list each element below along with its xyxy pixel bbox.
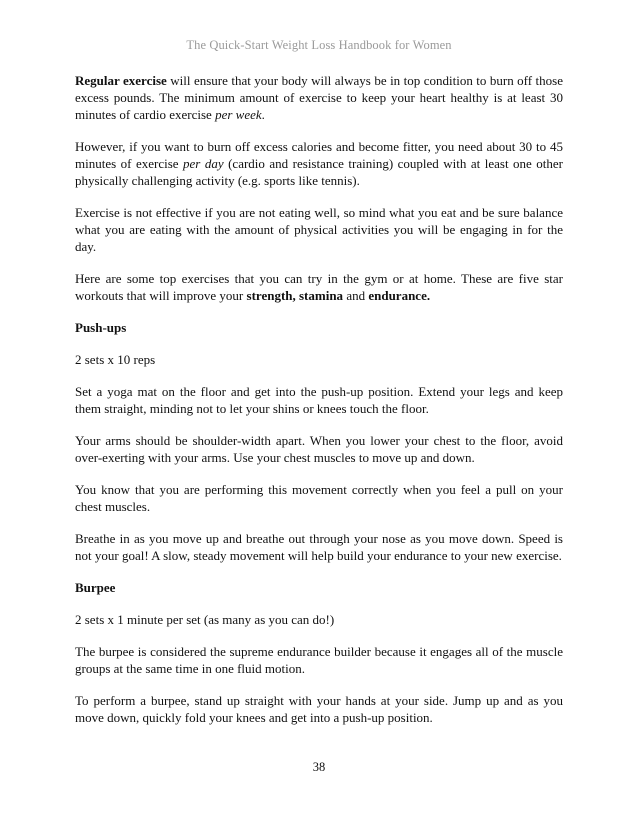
paragraph-pull-chest: You know that you are performing this movement correctly when you feel a pull on your chest muscles. (75, 482, 563, 514)
page-number: 38 (312, 760, 326, 774)
burpee-sets: 2 sets x 1 minute per set (as many as you can do!) (75, 612, 335, 627)
paragraph-burpee-endurance: The burpee is considered the supreme endurance builder because it engages all of the muscle groups at the same time in one fluid motion. (75, 644, 563, 676)
paragraph-breathe: Breathe in as you move up and breathe out through your nose as you move down. Speed is not your goal! A slow, steady movement will help build your endurance to your new exercise. (75, 531, 563, 563)
paragraph-arms-width: Your arms should be shoulder-width apart. When you lower your chest to the floor, avoid over-exerting with your arms. Use your chest muscles to move up and down. (75, 433, 563, 465)
paragraph-text: (cardio and resistance training) coupled with at least one other physically challenging activity (e.g. sports like tennis). (75, 156, 564, 188)
paragraph-text: Here are some top exercises that you can try in the gym or at home. These are five star workouts that will improve your (75, 271, 563, 303)
italic-per-week: per week (215, 107, 262, 122)
paragraph-regular-exercise (75, 72, 563, 123)
pushups-sets: 2 sets x 10 reps (75, 352, 156, 367)
paragraph-text: will ensure that your body will always be in top condition to burn off those excess pounds. The minimum amount of exercise to keep your heart healthy is at least 30 minutes of cardio exercise (75, 73, 564, 122)
bold-endurance: endurance. (368, 288, 431, 303)
section-heading-pushups: Push-ups (75, 320, 127, 335)
paragraph-eating-well: Exercise is not effective if you are not eating well, so mind what you eat and be sure balance what you are eating with the amount of physical activities you will be engaging in for the day. (75, 205, 563, 254)
body-text (75, 72, 563, 741)
bold-term-regular-exercise: Regular exercise (75, 73, 167, 88)
paragraph-yoga-mat: Set a yoga mat on the floor and get into the push-up position. Extend your legs and keep them straight, minding not to let your shins or knees touch the floor. (75, 384, 563, 416)
paragraph-perform-burpee: To perform a burpee, stand up straight with your hands at your side. Jump up and as you move down, quickly fold your knees and get into a push-up position. (75, 693, 563, 725)
section-heading-burpee: Burpee (75, 580, 116, 595)
bold-strength-stamina: strength, stamina (246, 288, 344, 303)
paragraph-text: . (261, 107, 265, 122)
paragraph-top-exercises (75, 270, 563, 304)
paragraph-text: and (343, 288, 369, 303)
italic-per-day: per day (183, 156, 224, 171)
running-header: The Quick-Start Weight Loss Handbook for Women (186, 38, 452, 52)
paragraph-text: However, if you want to burn off excess calories and become fitter, you need about 30 to 45 minutes of exercise (75, 139, 563, 171)
paragraph-burn-calories (75, 138, 563, 189)
